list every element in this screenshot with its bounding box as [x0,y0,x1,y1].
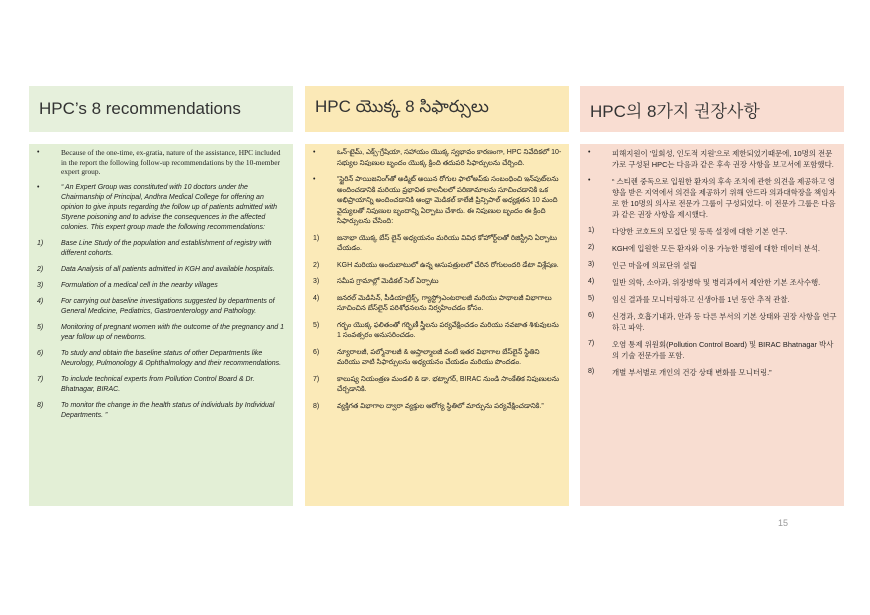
bullet-icon: • [313,149,316,156]
item-number: 2) [313,261,320,269]
list-item [37,349,287,369]
item-text: Base Line Study of the population and establishment of registry with different cohorts. [61,239,272,257]
list-item [313,277,563,288]
item-number: 7) [37,375,44,383]
list-item [588,226,838,237]
list-item [313,294,563,315]
list-item [588,339,838,361]
intro-text: Because of the one-time, ex-gratia, nature of the assistance, HPC included in the report the following follow-up recommendations by the 10-member expert group. [61,148,281,176]
column-title: HPC의 8가지 권장사항 [580,86,844,132]
quote-text: “ 스티렌 중독으로 입원한 환자의 후속 조치에 관한 의견을 제공하고 영향을 받은 지역에서 의견을 제공하기 위해 안드라 의과대학장을 책임자로 한 10명의 의사로 전문가 그룹이 구성되었다. 이 전문가 그룹은 다음과 같은 권장 사항을 제시했다. [612,177,836,219]
column-english [29,86,293,506]
item-text: జనాభా యొక్క బేస్ లైన్ అధ్యయనం మరియు వివిధ కోహోర్ట్‌లతో రిజిస్ట్రీని ఏర్పాటు చేయడం. [337,234,558,252]
item-text: 오염 통제 위원회(Pollution Control Board) 및 BIRAC Bhatnagar 박사의 기술 전문가를 포함. [612,340,834,360]
item-text: Data Analysis of all patients admitted in KGH and available hospitals. [61,265,275,273]
quote-bullet [588,176,838,220]
item-text: Formulation of a medical cell in the nearby villages [61,281,218,289]
item-number: 1) [37,239,44,247]
item-number: 7) [588,340,595,347]
intro-bullet [313,148,563,169]
item-text: 다양한 코호트의 모집단 및 등록 설정에 대한 기본 연구. [612,227,788,236]
list-item [588,311,838,333]
item-number: 8) [37,401,44,409]
item-number: 5) [588,295,595,302]
intro-bullet [37,148,287,177]
bullet-icon: • [588,177,591,184]
list-item [37,401,287,421]
column-title: HPC యొక్క 8 సిఫార్సులు [305,86,569,132]
quote-bullet [37,183,287,233]
item-number: 2) [37,265,44,273]
item-text: 인근 마을에 의료단위 설립 [612,261,697,270]
list-item [37,323,287,343]
quote-text: “స్టైరిన్ పాయిజనింగ్‌తో అడ్మిట్ అయిన రోగుల ఫాలోఅప్‌కు సంబంధించి ఇన్‌పుట్‌లను అందించడానికి మరియు ప్రభావిత కాలనీలలో పరిణామాలను సూచించడానికి ఒక అభిప్రాయాన్ని అందించడానికి ఆంధ్రా మెడికల్ కాలేజీ ప్రిన్సిపాల్ అధ్యక్షతన 10 మంది వైద్యులతో నిపుణుల బృందాన్ని ఏర్పాటు చేశారు. ఈ నిపుణుల బృందం ఈ క్రింది సిఫార్సులను చేసింది: [337,176,559,225]
item-number: 6) [37,349,44,357]
item-text: సమీప గ్రామాల్లో మెడికల్ సెల్ ఏర్పాటు [337,278,439,285]
quote-text: “ An Expert Group was constituted with 10 doctors under the Chairmanship of Principal, Andhra Medical College for offering an opinion to give inputs regarding the follow up of patients admitted with Styrene poisoning and to advise the consequences in the affected colonies. This expert group made the following recommendations: [61,183,277,231]
item-text: KGH에 입원한 모든 환자와 이용 가능한 병원에 대한 데이터 분석. [612,244,820,253]
list-item [588,243,838,254]
item-text: 개별 부서별로 개인의 건강 상태 변화를 모니터링.” [612,368,772,377]
item-number: 5) [313,321,320,329]
column-korean [580,86,844,506]
column-body [29,144,293,506]
column-telugu [305,86,569,506]
column-body [580,144,844,506]
item-number: 5) [37,323,44,331]
bullet-icon: • [588,149,591,156]
intro-text: 피해지원이 '일회성, 인도적 지원'으로 제한되었기때문에, 10명의 전문가로 구성된 HPC는 다음과 같은 후속 권장 사항을 보고서에 포함했다. [612,149,834,169]
page-number: 15 [778,518,789,528]
intro-text: ఒన్-టైమ్, ఎక్స్-గ్రేషియా, సహాయం యొక్క స్వభావం కారణంగా, HPC నివేదికలో 10-సభ్యుల నిపుణుల బృందం యొక్క క్రింది తదుపరి సిఫార్సులను చేర్చింది. [337,149,562,167]
item-text: 임신 결과를 모니터링하고 신생아를 1년 동안 추적 관찰. [612,295,790,304]
item-number: 8) [313,402,320,410]
list-item [588,367,838,378]
quote-bullet [313,175,563,228]
list-item [313,375,563,396]
item-text: కాలుష్య నియంత్రణ మండలి & డా. భట్నాగర్, BIRAC నుండి సాంకేతిక నిపుణులను చేర్చడానికి. [337,375,560,393]
item-text: న్యూరాలజీ, పల్మోనాలజీ & ఆప్తాల్మాలజీ వంటి ఇతర విభాగాల బేస్‌లైన్ స్థితిని మరియు వాటి సిఫార్సులను అధ్యయనం చేయడం మరియు పొందడం. [337,348,540,366]
item-text: For carrying out baseline investigations suggested by departments of General Medicine, Pediatrics, Gastroenterology and Pathology. [61,297,275,315]
item-text: వ్యక్తిగత విభాగాల ద్వారా వ్యక్తుల ఆరోగ్య స్థితిలో మార్పును పర్యవేక్షించడానికి.” [337,402,544,410]
item-number: 1) [313,234,320,242]
bullet-icon: • [37,149,40,156]
list-item [313,234,563,255]
item-number: 4) [313,294,320,302]
intro-bullet [588,148,838,170]
item-number: 4) [37,297,44,305]
item-number: 6) [313,348,320,356]
item-text: గర్భం యొక్క ఫలితంతో గర్భిణీ స్త్రీలను పర్యవేక్షించడం మరియు నవజాత శిశువులను 1 సంవత్సరం అనుసరించడం. [337,321,559,339]
item-text: To monitor the change in the health status of individuals by Individual Departments. ” [61,401,275,419]
item-number: 3) [313,278,320,285]
item-text: జనరల్ మెడిసిన్, పీడియాట్రిక్స్, గ్యాస్ట్రోఎంటరాలజీ మరియు పాథాలజీ విభాగాలు సూచించిన బేస్‌లైన్ పరిశోధనలను నిర్వహించడం కోసం. [337,294,552,312]
item-number: 1) [588,227,595,234]
item-number: 7) [313,375,320,383]
item-number: 8) [588,368,595,375]
item-text: Monitoring of pregnant women with the outcome of the pregnancy and 1 year follow up of newborns. [61,323,284,341]
list-item [313,321,563,342]
list-item [37,239,287,259]
item-number: 6) [588,312,595,319]
column-body [305,144,569,506]
item-text: 일반 의학, 소아과, 위장병학 및 병리과에서 제안한 기본 조사수행. [612,278,821,287]
column-title: HPC’s 8 recommendations [29,86,293,132]
item-text: To include technical experts from Pollution Control Board & Dr. Bhatnagar, BIRAC. [61,375,255,393]
item-text: KGH మరియు అందుబాటులో ఉన్న ఆసుపత్రులలో చేరిన రోగులందరి డేటా విశ్లేషణ. [337,261,559,269]
list-item [313,261,563,272]
list-item [313,348,563,369]
item-text: To study and obtain the baseline status of other Departments like Neurology, Pulmonology & Ophthalmology and their recommendations. [61,349,282,367]
list-item [37,281,287,291]
list-item [313,402,563,413]
item-number: 4) [588,278,595,285]
item-text: 신경과, 호흡기내과, 안과 등 다른 부서의 기본 상태와 권장 사항을 연구하고 파악. [612,312,837,332]
bullet-icon: • [37,183,40,191]
item-number: 3) [588,261,595,268]
bullet-icon: • [313,176,316,183]
list-item [588,294,838,305]
list-item [37,297,287,317]
item-number: 3) [37,281,44,289]
list-item [588,277,838,288]
list-item [37,375,287,395]
item-number: 2) [588,244,595,251]
list-item [37,265,287,275]
list-item [588,260,838,271]
